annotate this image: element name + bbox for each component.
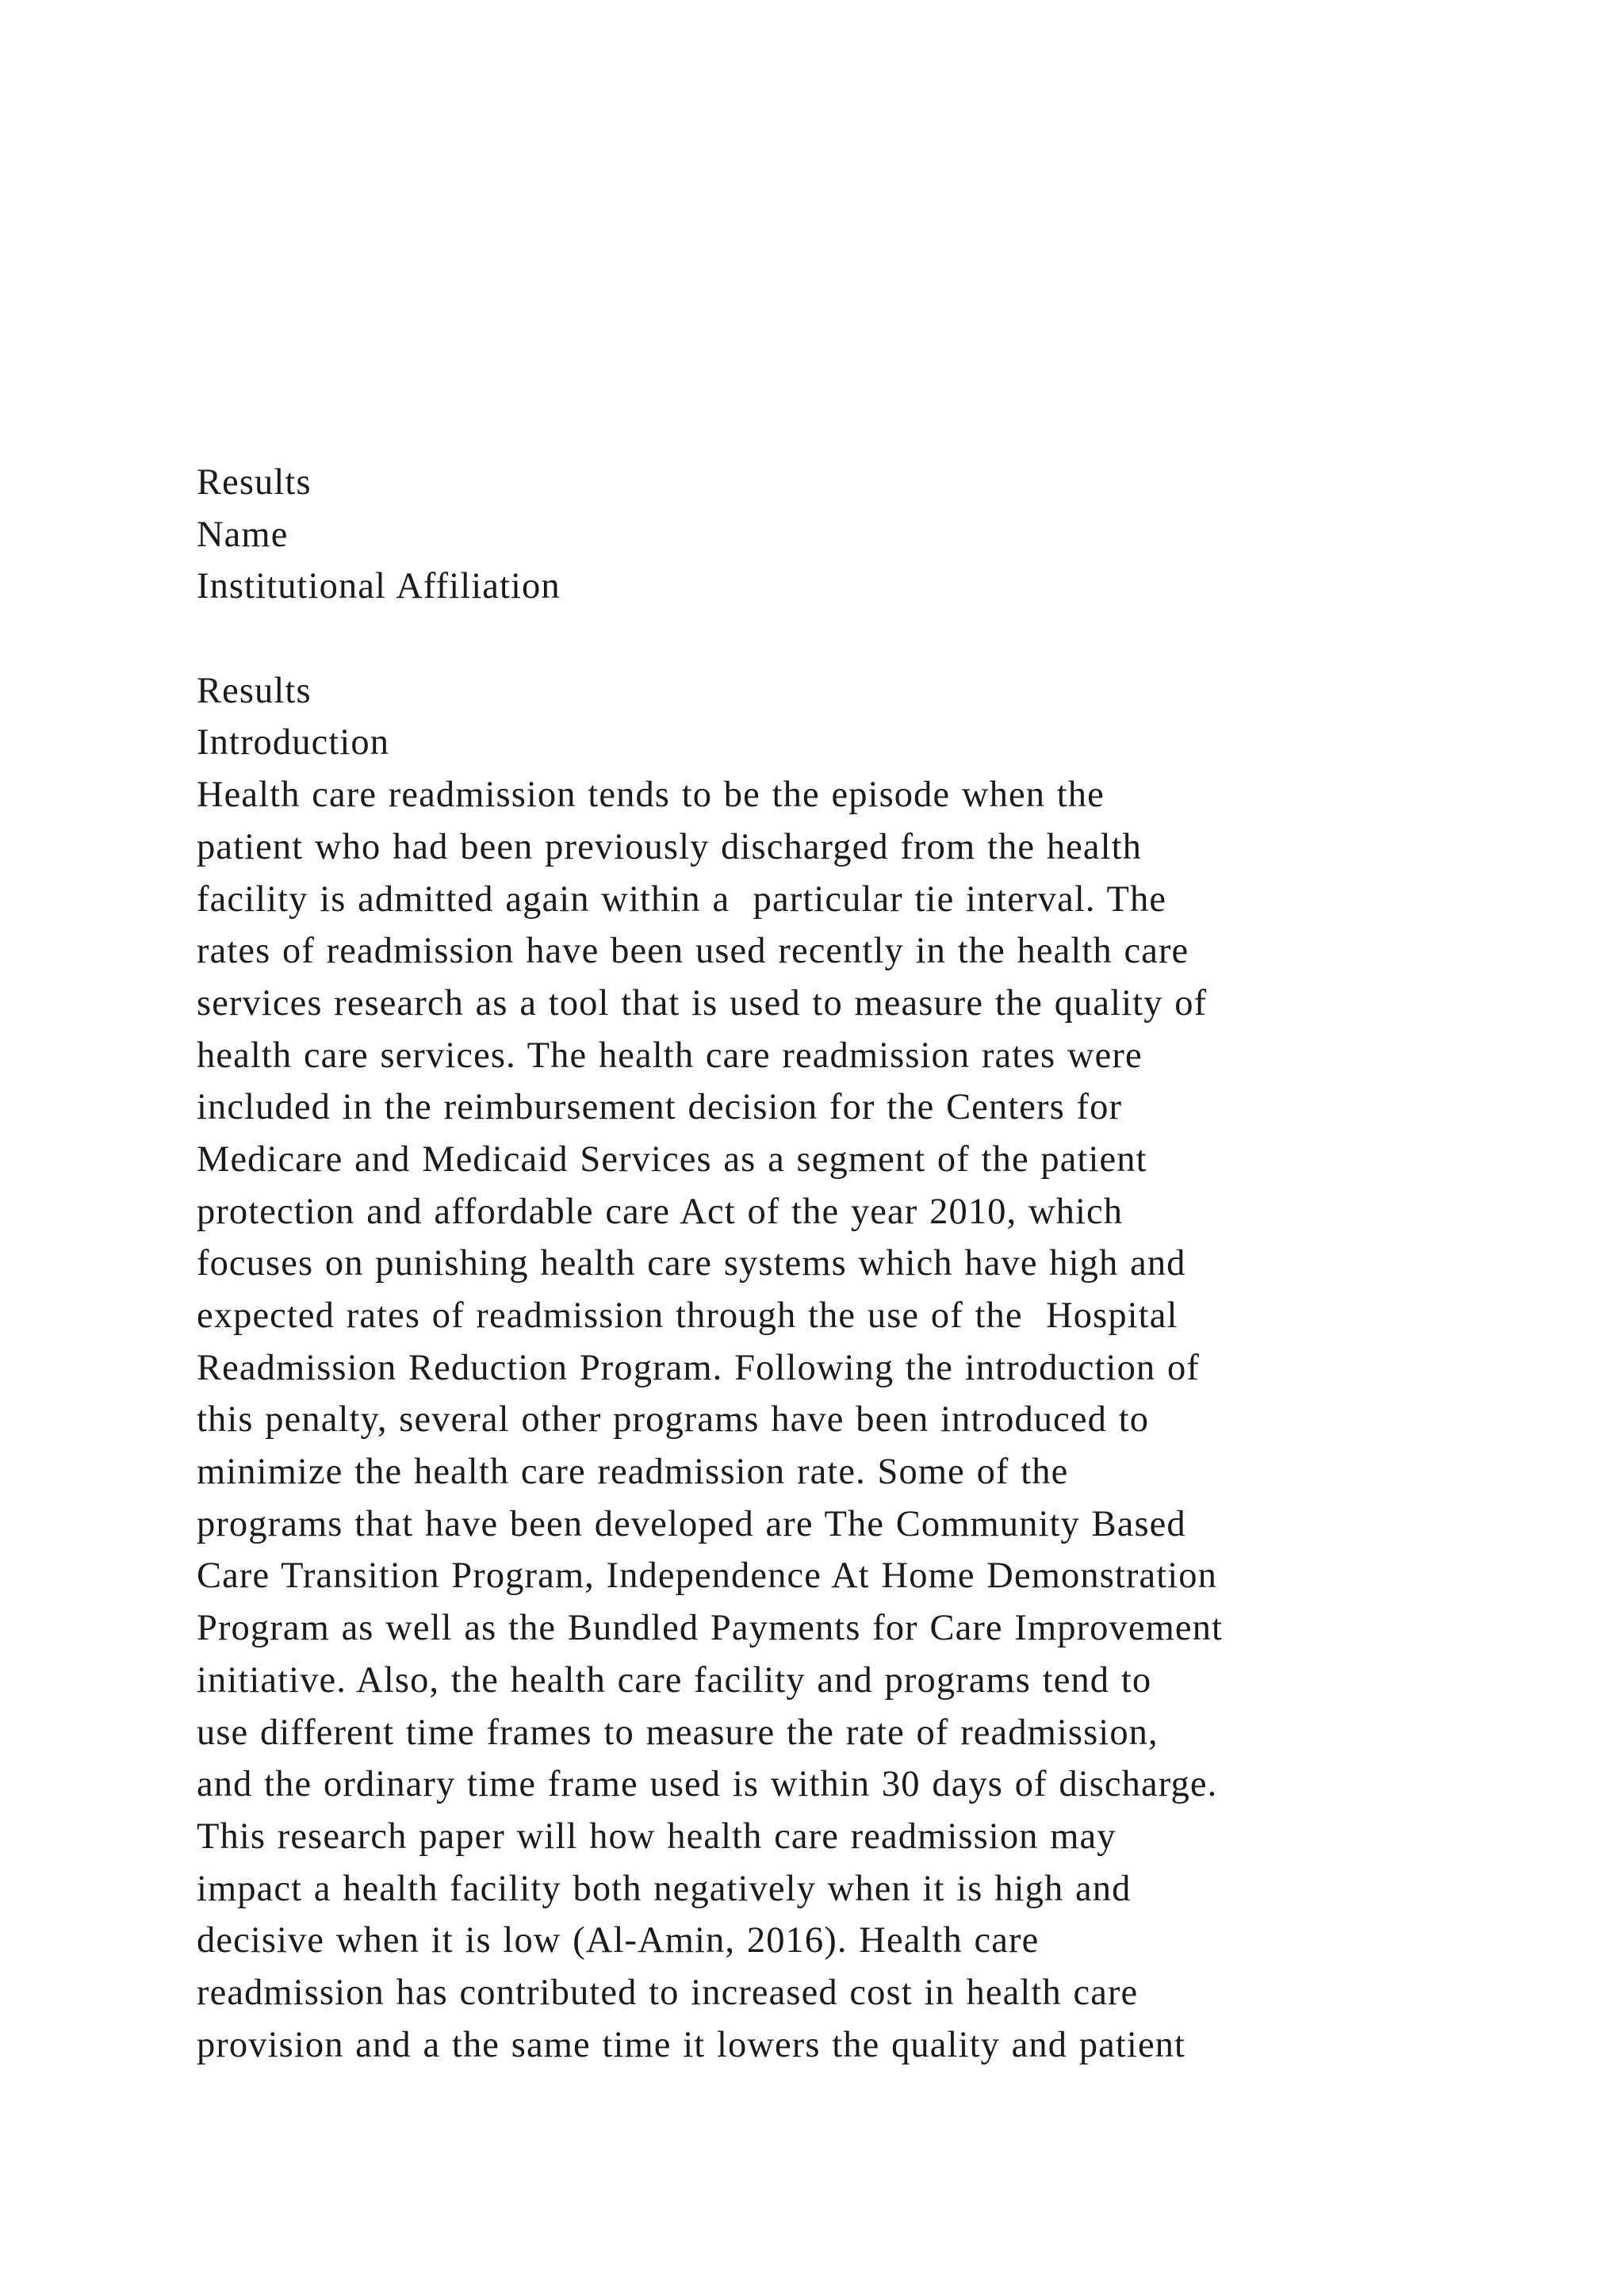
paragraph-line: patient who had been previously discharged from the health xyxy=(197,826,1143,867)
paragraph-line: protection and affordable care Act of the year 2010, which xyxy=(197,1191,1124,1232)
paragraph-line: minimize the health care readmission rate. Some of the xyxy=(197,1452,1069,1493)
document-title: Results xyxy=(197,462,312,503)
paragraph-line: impact a health facility both negatively when it is high and xyxy=(197,1868,1132,1909)
paragraph-line: services research as a tool that is used to measure the quality of xyxy=(197,982,1208,1024)
paragraph-line: decisive when it is low (Al-Amin, 2016). Health care xyxy=(197,1920,1040,1961)
body-heading: Results xyxy=(197,670,312,711)
paragraph-line: rates of readmission have been used recently in the health care xyxy=(197,931,1189,972)
paragraph-line: programs that have been developed are The Community Based xyxy=(197,1503,1186,1544)
paragraph-line: This research paper will how health care readmission may xyxy=(197,1816,1116,1857)
section-heading-introduction: Introduction xyxy=(197,722,390,763)
institutional-affiliation: Institutional Affiliation xyxy=(197,566,561,607)
paragraph-line: health care services. The health care readmission rates were xyxy=(197,1035,1143,1076)
paragraph-line: facility is admitted again within a particular tie interval. The xyxy=(197,878,1167,920)
paragraph-line: Program as well as the Bundled Payments for Care Improvement xyxy=(197,1608,1223,1649)
paragraph-line: Readmission Reduction Program. Following the introduction of xyxy=(197,1347,1200,1388)
author-name: Name xyxy=(197,514,289,555)
paragraph-line: Care Transition Program, Independence At Home Demonstration xyxy=(197,1556,1217,1597)
paragraph-line: use different time frames to measure the rate of readmission, xyxy=(197,1712,1159,1753)
paragraph-line: focuses on punishing health care systems which have high and xyxy=(197,1243,1186,1284)
paragraph-line: expected rates of readmission through the use of the Hospital xyxy=(197,1295,1178,1336)
document-text xyxy=(197,457,1561,2071)
blank-line xyxy=(197,613,1561,665)
paragraph-line: provision and a the same time it lowers the quality and patient xyxy=(197,2024,1186,2065)
paragraph-line: and the ordinary time frame used is within 30 days of discharge. xyxy=(197,1764,1218,1805)
introduction-paragraph xyxy=(197,769,1561,2071)
paragraph-line: this penalty, several other programs have been introduced to xyxy=(197,1399,1150,1441)
paragraph-line: Medicare and Medicaid Services as a segment of the patient xyxy=(197,1138,1147,1180)
paragraph-line: initiative. Also, the health care facility and programs tend to xyxy=(197,1659,1152,1701)
paragraph-line: included in the reimbursement decision for the Centers for xyxy=(197,1087,1123,1128)
paragraph-line: Health care readmission tends to be the episode when the xyxy=(197,775,1105,816)
paragraph-line: readmission has contributed to increased cost in health care xyxy=(197,1972,1139,2013)
